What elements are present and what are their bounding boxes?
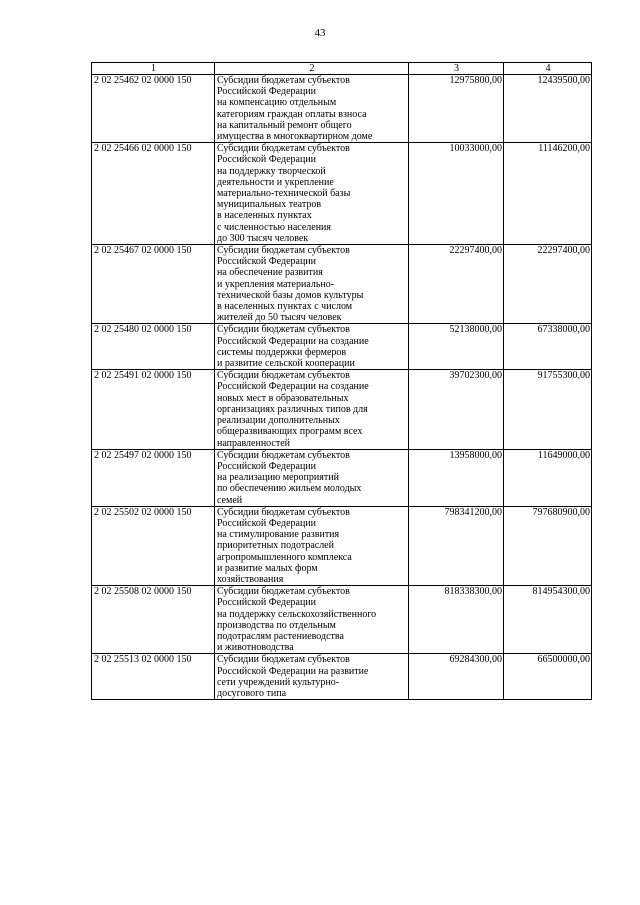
description-line: и развитие сельской кооперации [217, 358, 355, 370]
description-line: Субсидии бюджетам субъектов [217, 586, 350, 598]
table-row [92, 586, 592, 654]
description-cell [215, 75, 409, 143]
description-line: Субсидии бюджетам субъектов [217, 143, 350, 155]
budget-code-cell: 2 02 25502 02 0000 150 [92, 506, 215, 585]
header-cell-4: 4 [504, 63, 592, 75]
description-line: Российской Федерации на создание [217, 381, 369, 393]
description-line: материально-технической базы [217, 188, 351, 200]
description-line: Субсидии бюджетам субъектов [217, 370, 350, 382]
budget-code-cell: 2 02 25480 02 0000 150 [92, 324, 215, 370]
description-line: Российской Федерации [217, 256, 317, 268]
description-line: на компенсацию отдельным [217, 97, 337, 109]
description-line: деятельности и укрепление [217, 176, 334, 188]
budget-code-cell: 2 02 25466 02 0000 150 [92, 143, 215, 245]
amount-col4-cell: 67338000,00 [504, 324, 592, 370]
description-line: Субсидии бюджетам субъектов [217, 245, 350, 257]
description-line: приоритетных подотраслей [217, 540, 334, 552]
description-line: Субсидии бюджетам субъектов [217, 449, 350, 461]
description-line: с численностью населения [217, 221, 331, 233]
description-line: по обеспечению жильем молодых [217, 483, 362, 495]
description-cell [215, 506, 409, 585]
description-cell [215, 449, 409, 506]
description-line: и животноводства [217, 642, 294, 654]
description-line: агропромышленного комплекса [217, 551, 352, 563]
amount-col4-cell: 22297400,00 [504, 245, 592, 324]
description-line: семей [217, 494, 243, 506]
amount-col4-cell: 11146200,00 [504, 143, 592, 245]
description-line: Российской Федерации [217, 517, 317, 529]
description-line: реализации дополнительных [217, 415, 340, 427]
description-line: организациях различных типов для [217, 403, 368, 415]
description-line: технической базы домов культуры [217, 289, 364, 301]
description-line: жителей до 50 тысяч человек [217, 312, 342, 324]
amount-col4-cell: 91755300,00 [504, 370, 592, 449]
description-cell [215, 586, 409, 654]
amount-col4-cell: 11649000,00 [504, 449, 592, 506]
description-line: хозяйствования [217, 573, 284, 585]
description-line: Субсидии бюджетам субъектов [217, 654, 350, 666]
amount-col3-cell: 12975800,00 [409, 75, 504, 143]
description-line: на стимулирование развития [217, 529, 340, 541]
amount-col4-cell: 66500000,00 [504, 654, 592, 700]
description-line: в населенных пунктах с числом [217, 301, 353, 313]
budget-table [91, 62, 592, 700]
description-line: имущества в многоквартирном доме [217, 131, 373, 143]
amount-col3-cell: 52138000,00 [409, 324, 504, 370]
table-row [92, 449, 592, 506]
description-line: Российской Федерации на создание [217, 335, 369, 347]
description-line: Российской Федерации [217, 597, 317, 609]
description-line: Субсидии бюджетам субъектов [217, 75, 350, 86]
table-row [92, 143, 592, 245]
description-line: на капитальный ремонт общего [217, 119, 352, 131]
table-row [92, 245, 592, 324]
amount-col3-cell: 10033000,00 [409, 143, 504, 245]
amount-col3-cell: 69284300,00 [409, 654, 504, 700]
description-line: на поддержку творческой [217, 165, 326, 177]
description-line: Российской Федерации на развитие [217, 665, 369, 677]
description-cell [215, 324, 409, 370]
description-line: муниципальных театров [217, 199, 322, 211]
amount-col4-cell: 797680900,00 [504, 506, 592, 585]
description-cell [215, 245, 409, 324]
description-line: и развитие малых форм [217, 562, 318, 574]
table-row [92, 506, 592, 585]
description-line: до 300 тысяч человек [217, 232, 309, 244]
description-line: на реализацию мероприятий [217, 472, 339, 484]
description-line: Российской Федерации [217, 154, 317, 166]
amount-col3-cell: 39702300,00 [409, 370, 504, 449]
amount-col3-cell: 798341200,00 [409, 506, 504, 585]
description-line: в населенных пунктах [217, 210, 312, 222]
description-cell [215, 370, 409, 449]
budget-code-cell: 2 02 25462 02 0000 150 [92, 75, 215, 143]
description-cell [215, 143, 409, 245]
description-line: сети учреждений культурно- [217, 676, 340, 688]
header-cell-2: 2 [215, 63, 409, 75]
amount-col3-cell: 22297400,00 [409, 245, 504, 324]
table-row [92, 324, 592, 370]
budget-code-cell: 2 02 25491 02 0000 150 [92, 370, 215, 449]
description-line: на поддержку сельскохозяйственного [217, 608, 377, 620]
amount-col4-cell: 814954300,00 [504, 586, 592, 654]
amount-col4-cell: 12439500,00 [504, 75, 592, 143]
budget-code-cell: 2 02 25467 02 0000 150 [92, 245, 215, 324]
description-line: Российской Федерации [217, 460, 317, 472]
table-row [92, 654, 592, 700]
description-line: направленностей [217, 437, 291, 449]
description-cell [215, 654, 409, 700]
header-cell-1: 1 [92, 63, 215, 75]
table-header-row [92, 63, 592, 75]
description-line: системы поддержки фермеров [217, 346, 347, 358]
page-number: 43 [314, 27, 326, 39]
budget-code-cell: 2 02 25513 02 0000 150 [92, 654, 215, 700]
description-line: Субсидии бюджетам субъектов [217, 506, 350, 518]
description-line: категориям граждан оплаты взноса [217, 108, 367, 120]
description-line: подотраслям растениеводства [217, 630, 344, 642]
description-line: досугового типа [217, 687, 287, 699]
description-line: новых мест в образовательных [217, 392, 349, 404]
description-line: и укрепления материально- [217, 278, 335, 290]
amount-col3-cell: 818338300,00 [409, 586, 504, 654]
amount-col3-cell: 13958000,00 [409, 449, 504, 506]
table-row [92, 75, 592, 143]
budget-code-cell: 2 02 25497 02 0000 150 [92, 449, 215, 506]
description-line: Субсидии бюджетам субъектов [217, 324, 350, 336]
description-line: на обеспечение развития [217, 267, 323, 279]
description-line: Российской Федерации [217, 86, 317, 98]
table-row [92, 370, 592, 449]
header-cell-3: 3 [409, 63, 504, 75]
description-line: общеразвивающих программ всех [217, 426, 363, 438]
description-line: производства по отдельным [217, 619, 336, 631]
budget-code-cell: 2 02 25508 02 0000 150 [92, 586, 215, 654]
